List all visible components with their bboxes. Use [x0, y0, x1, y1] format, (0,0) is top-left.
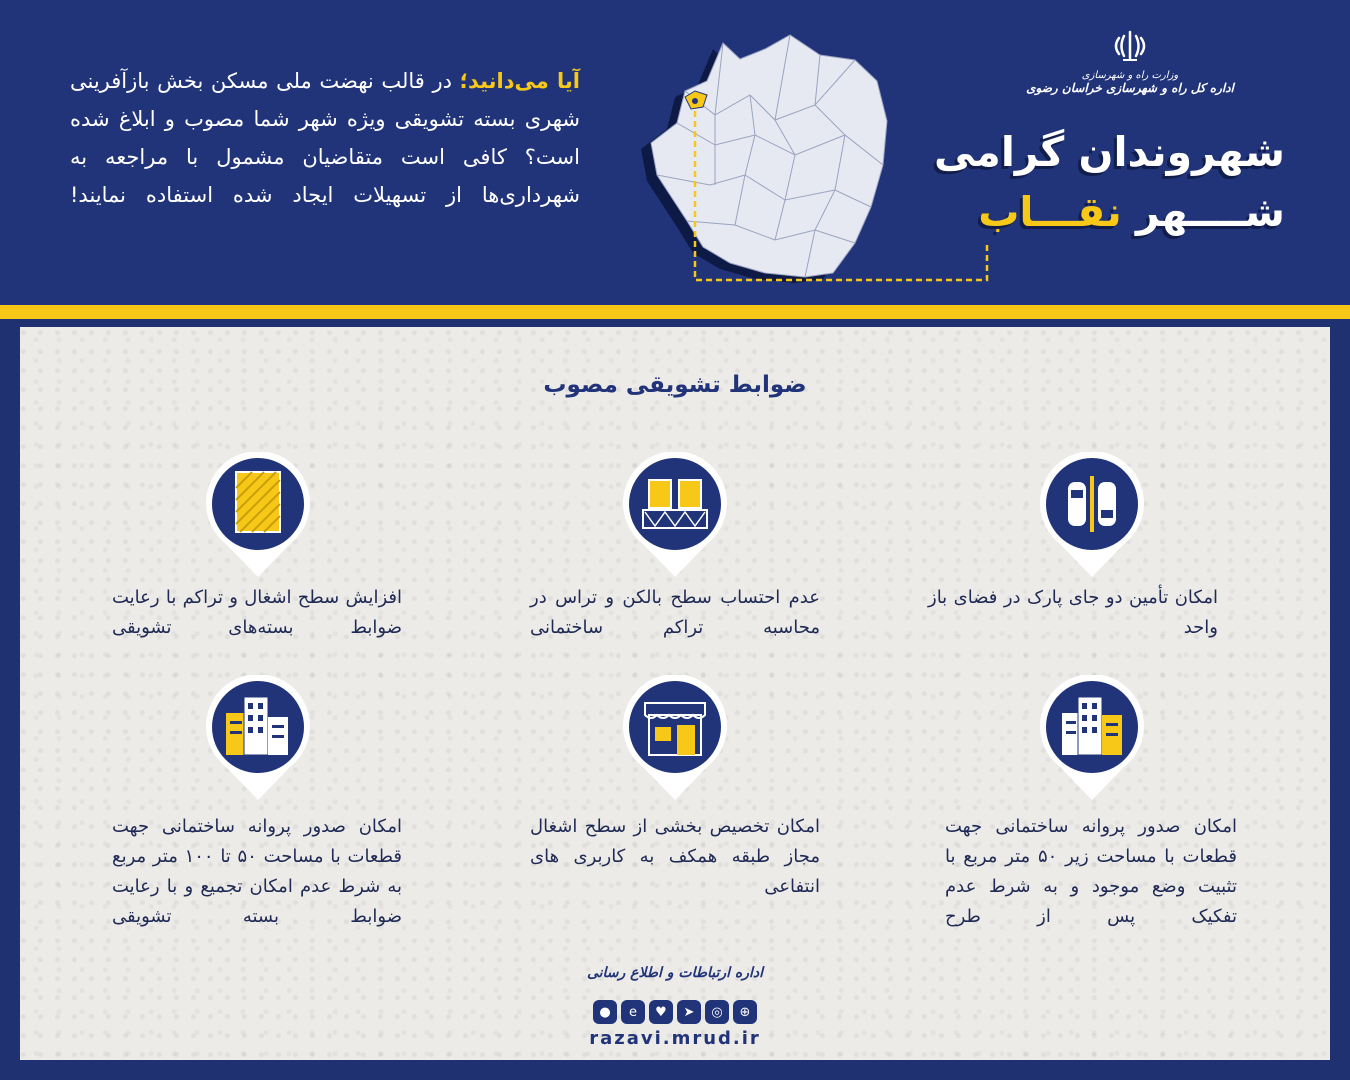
navy-divider — [0, 319, 1350, 327]
intro-lead: آیا می‌دانید؛ — [459, 69, 580, 93]
iran-emblem-icon — [1109, 28, 1151, 64]
title-line2 — [890, 188, 1285, 236]
section-title: ضوابط تشویقی مصوب — [543, 372, 807, 398]
item-text-balcony: عدم احتساب سطح بالکن و تراس در محاسبه تراکم ساختمانی — [530, 587, 820, 638]
title-city-name: نقـــاب — [978, 188, 1122, 236]
shop-icon — [615, 675, 735, 805]
bale-icon[interactable]: ♥ — [649, 1000, 673, 1024]
eitaa-icon[interactable]: e — [621, 1000, 645, 1024]
department-name: اداره کل راه و شهرسازی خراسان رضوی — [1026, 81, 1234, 95]
title-city-prefix: شــــهر — [1121, 188, 1285, 236]
item-text-commercial: امکان تخصیص بخشی از سطح اشغال مجاز طبقه همکف به کاربری های انتفاعی — [530, 816, 820, 897]
buildings-icon — [198, 675, 318, 805]
website-link[interactable]: razavi.mrud.ir — [589, 1028, 761, 1049]
intro-paragraph — [70, 62, 580, 214]
office-name: اداره ارتباطات و اطلاع رسانی — [586, 965, 764, 981]
title-line1: شهروندان گرامی — [933, 128, 1285, 176]
telegram-icon[interactable]: ➤ — [677, 1000, 701, 1024]
rubika-icon[interactable]: ● — [593, 1000, 617, 1024]
bottom-frame — [0, 1060, 1350, 1080]
yellow-divider — [0, 305, 1350, 319]
social-icons — [590, 1000, 760, 1026]
item-text-density: افزایش سطح اشغال و تراکم با رعایت ضوابط بسته‌های تشویقی — [112, 587, 402, 638]
building-density-icon — [198, 452, 318, 582]
ministry-name: وزارت راه و شهرسازی — [1081, 70, 1179, 81]
instagram-icon[interactable]: ◎ — [705, 1000, 729, 1024]
item-text-permit-50-100: امکان صدور پروانه ساختمانی جهت قطعات با مساحت ۵۰ تا ۱۰۰ متر مربع به شرط عدم امکان تجمیع و با رعایت ضوابط بسته تشویقی — [112, 816, 402, 927]
intro-text: در قالب نهضت ملی مسکن بخش بازآفرینی شهری بسته تشویقی ویژه شهر شما مصوب و ابلاغ شده است؟ کافی است متقاضیان مشمول با مراجعه به شهرداری‌ها از تسهیلات ایجاد شده استفاده نمایند! — [70, 69, 580, 207]
header-banner — [0, 0, 1350, 305]
ministry-logo — [1020, 28, 1240, 95]
parking-cars-icon — [1032, 452, 1152, 582]
item-text-permit-under50: امکان صدور پروانه ساختمانی جهت قطعات با مساحت زیر ۵۰ متر مربع با تثبیت وضع موجود و به شرط عدم تفکیک پس از طرح — [945, 816, 1238, 927]
balcony-icon — [615, 452, 735, 582]
item-text-parking: امکان تأمین دو جای پارک در فضای باز واحد — [928, 587, 1218, 638]
buildings-icon — [1032, 675, 1152, 805]
web-icon[interactable]: ⊕ — [733, 1000, 757, 1024]
